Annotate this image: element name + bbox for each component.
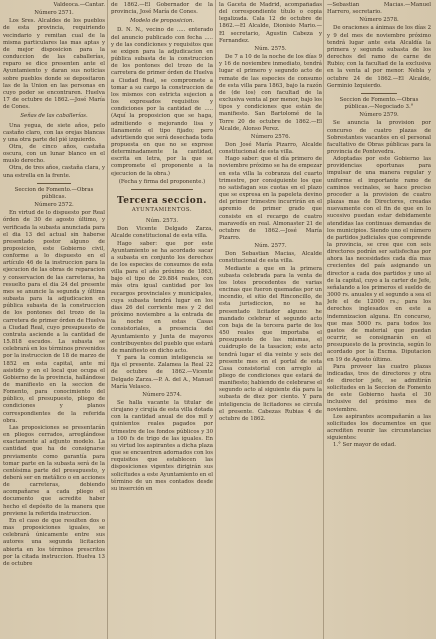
divider xyxy=(361,93,397,94)
divider xyxy=(131,189,193,190)
notice-number: Núm. 2575. xyxy=(254,45,287,52)
column-3 xyxy=(219,2,322,637)
top-line: Valdeoca.—Cantar. xyxy=(53,2,105,8)
column-4 xyxy=(327,2,431,637)
column-rule xyxy=(323,0,324,639)
notice-text: En el caso de que resulten dos o mas proposiciones iguales, se celebrará únicamente entre sus autores una segunda licitacion abierta en los términos prescritos por la citada instruccion. Huelva 13 de octubre xyxy=(3,517,105,567)
notice-text: 1.° Ser mayor de edad. xyxy=(333,442,397,449)
notice-number: Número 2578. xyxy=(359,17,399,24)
notice-number: Número 2574. xyxy=(142,391,182,398)
notice-text: D. N. N., vecino de ..... enterado del anuncio publicado con fecha ..... y de las condiciones y requisitos que se exigen para la adjudicacion en pública subasta de la construccion de los pontones del trozo de la carretera de primer órden de Huelva a Ciudad Real, se compromete a tomar a su cargo la construccion de los mismos con estricta sujecion a los expresados requisitos y condiciones por la cantidad de ..... (Aquí la proposicion que se haga, admitiendo o mejorando lisa y llanamente el tipo fijado; pero advirtiendo que será desechada toda propuesta en que no se exprese determinadamente la cantidad, escrita en letra, por la que se compromete el proponente a la ejecucion de la obra.) xyxy=(111,27,213,177)
notice-text: Otra, de tres años, castaña clara, y una estrella en la frente. xyxy=(3,165,105,179)
notice-text: Los Sres. Alcaldes de los pueblos de esta provincia, requiriendo vecindario y remitan cual de la misma particulares las mas aptas y de mejor disposicion para la conduccion de las caballerías, reparo se dice presenten ante el Ayuntamiento y daran sus noticias sobre pueblos donde se depositaron las de la Union en las personas en cuyo poder se encontraren. Huelva 17 de octubre de 1862.—José María de Cones. xyxy=(3,18,105,111)
subheading: Modelo de proposicion. xyxy=(129,18,195,25)
notice-text: Mediante a que en la primera subasta celebrada para la venta de los lotes procedentes de varias encinas que fueron quemadas por un incendio, el sitio del Rinconcillo, de esta jurisdiccion, no se ha presentado licitador alguno: he mandado celebrar el segundo acto con baja de la tercera parte de los 450 reales que importaba el presupuesto de las mismas, el cuádruplo de la tasacion; este acto tendrá lugar el dia veinte y seis del presente mes en el portal de esta Casa consistorial con arreglo al pliego de condiciones que estará de manifiesto; habiendo de celebrarse el segundo acto al siguiente día para la subasta de diez por ciento. Y para inteligencia de licitadores se circula el presente. Cabezas Rubias 4 de octubre de 1862. xyxy=(219,265,322,422)
section-heading: Seccion de Fomento.—Obras públicas. xyxy=(14,186,94,200)
column-rule xyxy=(215,0,216,639)
notice-text: —Sebastian Macías.—Manuel Harrero, secretario. xyxy=(327,2,431,16)
notice-text: Hago saber: que el día primero de noviembre próximo se ha de empezar en esta villa la cobranza del cuarto trimestre, por consiguiente los que no satisfagan sus cuotas en el plazo que se expresa en la papeleta devino del primer trimestre incurrirán en el apremio de primer grado que consiste en el recargo de cuatro maravedís en real. Almonaster 21 de octubre de 1862.—José María Pizarro. xyxy=(219,156,322,241)
notice-text: De oraciones a ánimas de los días 2 y 9 del mes de noviembre próximo tendrá lugar ante esta Alcaldía la primera y segunda subasta de los derechos del ramo de carne de Rubio; con la facultad de la exclusiva en la venta al por menor. Nebla y octubre 24 de 1862.—El Alcalde, Germinio Izquierdo. xyxy=(327,25,431,89)
notice-text: Otra, de cinco años, castaña oscura, con un lunar blanco en el muslo derecho. xyxy=(3,143,105,165)
notice-text: Hago saber: que por este Ayuntamiento se ha acordado sacar a subasta en conjunto los derechos de los especies de consumos de esta villa para el año próximo de 1863, bajo el tipo de 29.884 reales, con más otra igual cantidad por los recargos provinciales y municipales, cuya subasta tendrá lugar en los dias 26 del corriente mes y 2 del próximo noviembre a la entrada de la noche en estas Casas consistoriales, a presencia del Ayuntamiento y Junta de mayores contribuyentes del pueblo que estará de manifiesto en dicho acto. xyxy=(111,240,213,354)
notice-text: Se halla vacante la titular de cirujano y cirujía de esta villa dotada con la cantidad anual de dos mil y quinientos reales pagados por trimestre de los fondos públicos y 30 a 100 fs de trigo de las iguales. En su virtud los aspirantes a dicha plaza que se encuentren adornados con los requisitos que establecen las disposiciones vigentes dirigirán sus solicitudes a este Ayuntamiento en el término de un mes contados desde su inserción en xyxy=(111,399,213,492)
notice-text: Se anuncia la provision por concurso de cuatro plazas de Sobrestantes vacantes en el personal facultativo de Obras públicas para la provincia de Pontevedra. xyxy=(327,120,431,155)
notice-number: Núm. 2573. xyxy=(145,218,179,225)
notice-text: De 7 a 10 de la noche de los días 9 y 16 de noviembre inmediato, tendrá lugar el primero y segundo acto de remate de las especies de consumo de esta villa para 1863, bajo la razón de (de los) con facultad de la exclusiva venta al por menor, bajo los tipos y condiciones que están de manifiesto. San Bartolomé de la Torre 20 de octubre de 1862.—El Alcalde, Alonso Perez. xyxy=(219,54,322,132)
notice-number: Núm. 2577. xyxy=(254,243,287,250)
section-subtitle: AYUNTAMIENTOS. xyxy=(131,206,193,213)
notice-text: Los aspirantes acompañarán a las solicitudes los documentos en que acrediten reunir las circunstancias siguientes: xyxy=(327,413,431,442)
signature-line: (Fecha y firma del proponente.) xyxy=(118,178,206,185)
notice-text: Don Vicente Delgado Zarza, Alcalde constitucional de esta villa. xyxy=(111,226,213,240)
section-heading: Seccion de Fomento.—Obras públicas.—Negociado 3.° xyxy=(339,96,419,111)
subheading: Señas de las caballerías. xyxy=(20,113,88,120)
notice-number: Número 2571. xyxy=(34,10,74,17)
notice-text: la Gaceta de Madrid, acompañadas del correspondiente título o copia legalizada. Cala 12 de octubre de 1862.—El Alcalde, Dionisio Mario.—El secretario, Agustin Cabeza y Fernandez. xyxy=(219,2,322,44)
notice-number: Número 2576. xyxy=(250,133,291,140)
notice-number: Número 2579. xyxy=(359,112,399,119)
notice-text: de 1862.—El Gobernador de la provincia, José María de Cones. xyxy=(111,2,213,16)
notice-text: Y para la comun inteligencia se fija el presente. Zalamea la Real 22 de octubre de 1862.—Vicente Delgado Zarza.—P. A. del A., Manuel María Velasco. xyxy=(111,355,213,390)
notice-text: En virtud de lo dispuesto por Real órden de 30 de agosto último, y verificada la subasta anunciada para el dia 13 del actual sin haberse presentado postor alguno de proposicion, este Gobierno civil, conforme a lo dispuesto en el artículo 46 de la instruccion para la ejecucion de las obras de reparacion y conservacion de las carreteras, ha resuelto para el dia 24 del presente mes se anuncie la segunda y última subasta para la adjudicacion en pública subasta de la construccion de los pontones del trozo de la carretera de primer órden de Huelva a Ciudad Real, cuyo presupuesto de contrata asciende a la cantidad de 15.818 escudos. La subasta se celebrará en los términos prevenidos por la instruccion de 18 de marzo de 1852 en esta capital, ante mí asistido y en el local que ocupa el Gobierno de la provincia, hallándose de manifiesto en la seccion de Fomento, para conocimiento del público, el presupuesto, pliego de condiciones y planos correspondientes de la referida obra. xyxy=(3,210,105,424)
notice-text: Una yegua, de siete años, pelo castaño claro, con las orejas blancas y una otra parte del pié izquierdo. xyxy=(3,122,105,143)
notice-text: Para proveer las cuatro plazas indicadas, tres de directores y otra de director jefe, se admitirán solicitudes en la Seccion de Fomento de este Gobierno hasta el 30 inclusive del próximo mes de noviembre. xyxy=(327,363,431,413)
divider xyxy=(37,183,71,184)
notice-text: Don Sebastian Macias, Alcalde constitucional de esta villa. xyxy=(219,251,322,265)
column-1 xyxy=(3,2,105,637)
section-title: Tercera seccion. xyxy=(117,195,207,206)
notice-text: Adoptadas por este Gobierno las providencias oportunas para impulsar de una manera regular y uniforme el importante ramo de caminos vecinales, se hace preciso proceder a la provision de cuatro plazas mas de Directores, creadas nuevamente con el fin de que en lo sucesivo puedan estar debidamente atendidas las continuas demandas de los municipios. Siendo uno el número de partidos judiciales que comprende la provincia, se cree que con seis directores podrán ser satisfechas por ahora las necesidades cada día mas crecientes del país asignando un director a cada dos partidos y uno al de la capital, cuyo a la carter de Jefe, señalando a los primeros el sueldo de 3000 rs. anuales y el segundo a sea el Jefe el de 12000 rs.; para los derechos inglesados en este a indemnizacion alguna. En concurso, que mas 5000 rs. para todos los gastos de material que puedan ocurrir, se consignarán en el presupuesto de la provincia, según lo acordado por la Excma. Diputacion en 19 de Agosto último. xyxy=(327,156,431,363)
column-rule xyxy=(107,0,108,639)
notice-text: Las proposiciones se presentarán en pliegos cerrados, arreglándose exactamente al adjunto modelo. La cantidad que ha de consignarse previamente como garantía para tomar parte en la subasta será de la centésima parte del presupuesto, y deberá ser en metálico o en acciones de carreteras, debiendo acompañarse a cada pliego el documento que acredite haber hecho el depósito de la manera que previene la referida instruccion. xyxy=(3,424,105,517)
notice-number: Número 2572. xyxy=(34,202,74,209)
column-2 xyxy=(111,2,213,637)
notice-text: Don José María Pizarro, Alcalde constitucional de esta villa. xyxy=(219,141,322,156)
